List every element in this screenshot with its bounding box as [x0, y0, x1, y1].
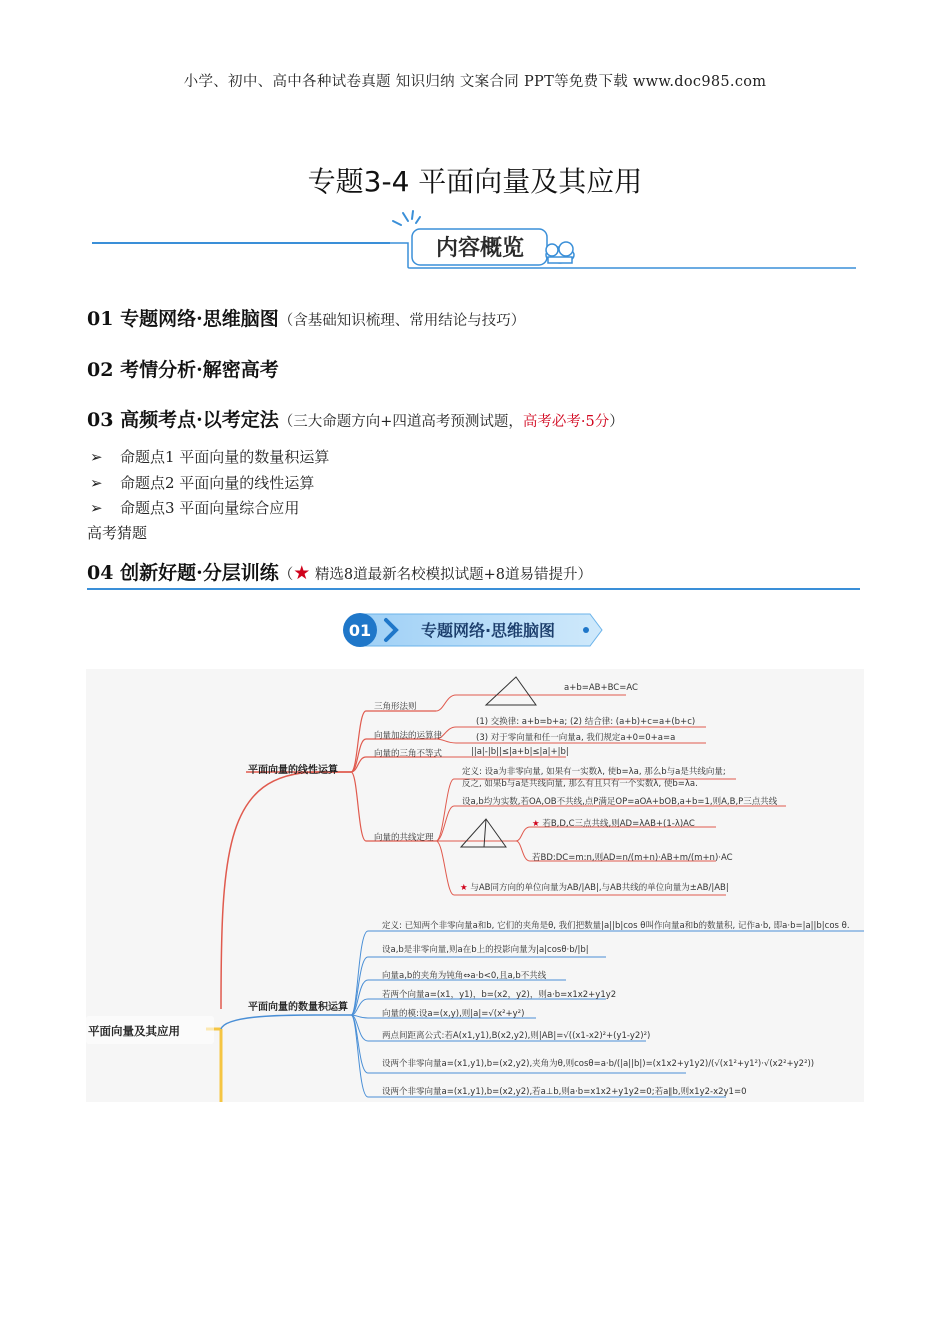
- section-03-note: （三大命题方向+四道高考预测试题，: [278, 414, 523, 430]
- sub-item-2-label: 命题点2 平面向量的线性运算: [120, 474, 315, 492]
- section-01: [87, 304, 525, 331]
- arrow-bullet-icon: ➢: [90, 474, 103, 492]
- mindmap-branch-dot: 平面向量的数量积运算: [248, 1002, 348, 1013]
- mindmap-dot-angle: 设两个非零向量a=(x1,y1),b=(x2,y2),夹角为θ,则cosθ=a·b/(|a||b|)=(x1x2+y1y2)/(√(x1²+y1²)·√(x2²+y2²)): [382, 1059, 815, 1069]
- mindmap-dot-coord: 若两个向量a=(x1，y1)，b=(x2，y2)，则a·b=x1x2+y1y2: [382, 990, 617, 1000]
- mind-map: [86, 669, 864, 1102]
- section-divider: [87, 588, 860, 590]
- mindmap-add-law-1: (1) 交换律: a+b=b+a; (2) 结合律: (a+b)+c=a+(b+c): [476, 717, 696, 727]
- mindmap-unit-vec-text: 与AB同方向的单位向量为AB/|AB|,与AB共线的单位向量为±AB/|AB|: [470, 883, 729, 893]
- section-01-num: 01: [87, 308, 114, 330]
- mindmap-tri-ineq: 向量的三角不等式: [374, 749, 443, 759]
- mindmap-triangle-rule: 三角形法则: [374, 702, 417, 712]
- mindmap-coll-ratio: 若BD:DC=m:n,则AD=n/(m+n)·AB+m/(m+n)·AC: [532, 853, 733, 863]
- section-03-note-end: ）: [609, 414, 624, 430]
- sub-item-1: [90, 446, 329, 467]
- section-03-title: 高频考点·以考定法: [120, 409, 279, 431]
- section-badge: [340, 610, 610, 650]
- mindmap-coll-3pt: 设a,b均为实数,若OA,OB不共线,点P满足OP=aOA+bOB,a+b=1,则A,B,P三点共线: [462, 797, 778, 807]
- sparkle-icon: [393, 211, 420, 225]
- mindmap-dot-proj: 设a,b是非零向量,则a在b上的投影向量为|a|cosθ·b/|b|: [382, 945, 589, 955]
- arrow-bullet-icon: ➢: [90, 448, 103, 466]
- mindmap-tri-ineq-formula: ||a|-|b||≤|a+b|≤|a|+|b|: [471, 747, 569, 757]
- mindmap-dot-mod: 向量的模:设a=(x,y),则|a|=√(x²+y²): [382, 1009, 525, 1019]
- section-badge-num: 01: [348, 621, 372, 640]
- section-03: [87, 405, 624, 432]
- section-04-num: 04: [87, 562, 114, 584]
- sub-item-3: [90, 497, 299, 518]
- section-04-note-rest: 精选8道最新名校模拟试题+8道易错提升）: [310, 567, 592, 583]
- mindmap-def-1: 定义: 设a为非零向量, 如果有一实数λ, 使b=λa, 那么b与a是共线向量;: [462, 767, 726, 777]
- gaokao-guess: 高考猜题: [87, 524, 148, 542]
- mindmap-unit-vec: [460, 881, 729, 893]
- mindmap-dot-obtuse: 向量a,b的夹角为钝角⇔a·b<0,且a,b不共线: [382, 971, 547, 981]
- section-02-num: 02: [87, 359, 114, 381]
- document-title: 专题3-4 平面向量及其应用: [307, 165, 643, 198]
- page-header-text: 小学、初中、高中各种试卷真题 知识归纳 文案合同 PPT等免费下载 www.doc985.com: [183, 74, 767, 90]
- mindmap-coll-star: [532, 817, 695, 829]
- section-03-note-highlight: 高考必考·5分: [522, 414, 610, 430]
- sub-item-3-label: 命题点3 平面向量综合应用: [120, 499, 300, 517]
- triangle-diagram: [486, 677, 536, 705]
- mindmap-root: 平面向量及其应用: [88, 1024, 180, 1038]
- section-02: [87, 355, 279, 382]
- section-01-note: （含基础知识梳理、常用结论与技巧）: [278, 313, 526, 329]
- mindmap-add-law: 向量加法的运算律: [374, 731, 443, 741]
- section-01-title: 专题网络·思维脑图: [120, 308, 279, 330]
- star-icon: ★: [460, 883, 468, 893]
- sub-item-1-label: 命题点1 平面向量的数量积运算: [120, 448, 330, 466]
- mindmap-dot-perp: 设两个非零向量a=(x1,y1),b=(x2,y2),若a⊥b,则a·b=x1x2+y1y2=0;若a∥b,则x1y2-x2y1=0: [382, 1087, 747, 1097]
- star-icon: ★: [293, 562, 311, 584]
- mindmap-triangle-formula: a+b=AB+BC=AC: [564, 683, 638, 693]
- section-03-num: 03: [87, 409, 114, 431]
- banner-label: 内容概览: [435, 236, 525, 261]
- mindmap-def-2: 反之, 如果b与a是共线向量, 那么有且只有一个实数λ, 使b=λa.: [462, 779, 698, 789]
- mindmap-dot-def: 定义: 已知两个非零向量a和b, 它们的夹角是θ, 我们把数量|a||b|cos θ叫作向量a和b的数量积, 记作a·b, 即a·b=|a||b|cos θ.: [382, 921, 850, 931]
- mindmap-branch-linear: 平面向量的线性运算: [248, 765, 338, 776]
- arrow-bullet-icon: ➢: [90, 499, 103, 517]
- section-04-title: 创新好题·分层训练: [120, 562, 279, 584]
- content-overview-banner: [90, 205, 860, 275]
- mindmap-coll-star-text: 若B,D,C三点共线,则AD=λAB+(1-λ)AC: [542, 819, 695, 829]
- mindmap-collinear: 向量的共线定理: [374, 833, 434, 843]
- section-badge-label: 专题网络·思维脑图: [420, 621, 556, 640]
- sub-item-2: [90, 472, 314, 493]
- section-04: [87, 558, 592, 585]
- triangle-diagram-median: [461, 819, 506, 847]
- mindmap-dot-dist: 两点间距离公式:若A(x1,y1),B(x2,y2),则|AB|=√((x1-x2)²+(y1-y2)²): [382, 1031, 651, 1041]
- section-04-note: （: [278, 567, 294, 583]
- chef-hat-icon: [546, 242, 574, 263]
- star-icon: ★: [532, 819, 540, 829]
- section-02-title: 考情分析·解密高考: [120, 359, 279, 381]
- mindmap-add-law-2: (3) 对于零向量和任一向量a, 我们规定a+0=0+a=a: [476, 733, 676, 743]
